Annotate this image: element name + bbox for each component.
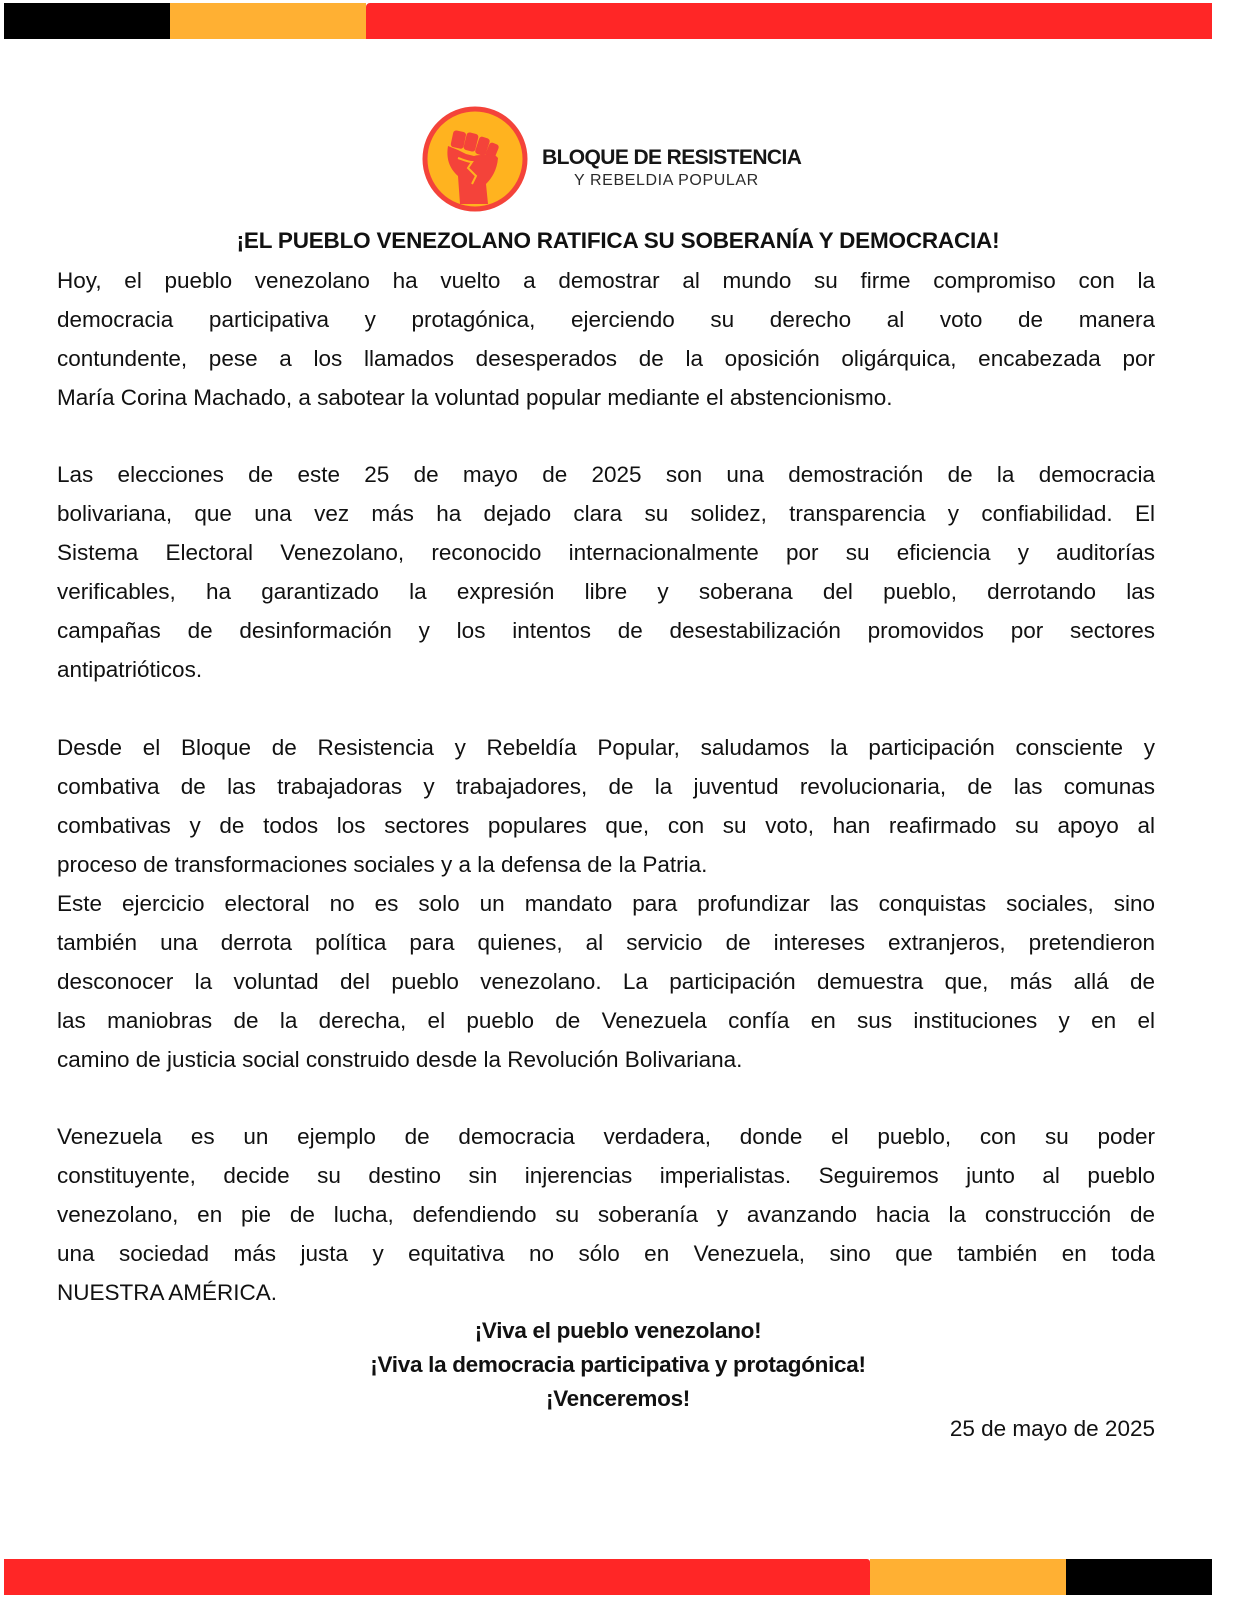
document-date: 25 de mayo de 2025	[949, 1416, 1155, 1441]
top-bar-orange-segment	[170, 3, 366, 39]
bottom-bar-black-segment	[1066, 1559, 1212, 1595]
text-line: desconocer la voluntad del pueblo venezolano. La participación demuestra que, más allá de	[57, 969, 1155, 994]
text-line: verificables, ha garantizado la expresión libre y soberana del pueblo, derrotando las	[57, 579, 1155, 604]
text-line: antipatrióticos.	[57, 657, 203, 682]
bottom-color-bar	[4, 1559, 1212, 1595]
text-line: constituyente, decide su destino sin injerencias imperialistas. Seguiremos junto al pueblo	[57, 1163, 1155, 1188]
paragraph-4	[57, 884, 1155, 1079]
text-line: combativa de las trabajadoras y trabajadores, de la juventud revolucionaria, de las comunas	[57, 774, 1155, 799]
top-bar-red-segment	[366, 3, 1212, 39]
text-line: Sistema Electoral Venezolano, reconocido internacionalmente por su eficiencia y auditorías	[57, 540, 1155, 565]
logo-subtitle: Y REBELDIA POPULAR	[574, 172, 759, 189]
closing-slogans	[0, 1314, 1236, 1416]
text-line: las maniobras de la derecha, el pueblo de Venezuela confía en sus instituciones y en el	[57, 1008, 1155, 1033]
organization-logo	[422, 106, 802, 216]
bottom-bar-orange-segment	[870, 1559, 1066, 1595]
text-line: campañas de desinformación y los intentos de desestabilización promovidos por sectores	[57, 618, 1155, 643]
closing-slogan: ¡Viva el pueblo venezolano!	[474, 1318, 762, 1343]
text-line: proceso de transformaciones sociales y a la defensa de la Patria.	[57, 852, 708, 877]
text-line: Desde el Bloque de Resistencia y Rebeldía Popular, saludamos la participación consciente y	[57, 735, 1155, 760]
text-line: bolivariana, que una vez más ha dejado clara su solidez, transparencia y confiabilidad. El	[57, 501, 1155, 526]
text-line: una sociedad más justa y equitativa no sólo en Venezuela, sino que también en toda	[57, 1241, 1155, 1266]
paragraph-2	[57, 455, 1155, 689]
text-line: camino de justicia social construido desde la Revolución Bolivariana.	[57, 1047, 743, 1072]
top-bar-black-segment	[4, 3, 170, 39]
document-headline: ¡EL PUEBLO VENEZOLANO RATIFICA SU SOBERANÍA Y DEMOCRACIA!	[236, 228, 1000, 253]
text-line: combativas y de todos los sectores populares que, con su voto, han reafirmado su apoyo al	[57, 813, 1155, 838]
closing-slogan: ¡Viva la democracia participativa y protagónica!	[370, 1352, 866, 1377]
text-line: NUESTRA AMÉRICA.	[57, 1280, 278, 1305]
text-line: también una derrota política para quienes, al servicio de intereses extranjeros, pretendieron	[57, 930, 1155, 955]
closing-slogan: ¡Venceremos!	[546, 1386, 690, 1411]
text-line: Este ejercicio electoral no es solo un mandato para profundizar las conquistas sociales, sino	[57, 891, 1155, 916]
paragraph-5	[57, 1117, 1155, 1312]
text-line: María Corina Machado, a sabotear la voluntad popular mediante el abstencionismo.	[57, 385, 893, 410]
paragraph-1	[57, 261, 1155, 417]
text-line: contundente, pese a los llamados desesperados de la oposición oligárquica, encabezada por	[57, 346, 1155, 371]
paragraph-3	[57, 728, 1155, 884]
raised-fist-icon	[422, 106, 528, 212]
text-line: democracia participativa y protagónica, ejerciendo su derecho al voto de manera	[57, 307, 1155, 332]
text-line: Las elecciones de este 25 de mayo de 2025 son una demostración de la democracia	[57, 462, 1155, 487]
bottom-bar-red-segment	[4, 1559, 870, 1595]
logo-title: BLOQUE DE RESISTENCIA	[542, 146, 802, 169]
top-color-bar	[4, 3, 1212, 39]
text-line: venezolano, en pie de lucha, defendiendo su soberanía y avanzando hacia la construcción de	[57, 1202, 1155, 1227]
text-line: Venezuela es un ejemplo de democracia verdadera, donde el pueblo, con su poder	[57, 1124, 1155, 1149]
text-line: Hoy, el pueblo venezolano ha vuelto a demostrar al mundo su firme compromiso con la	[57, 268, 1155, 293]
